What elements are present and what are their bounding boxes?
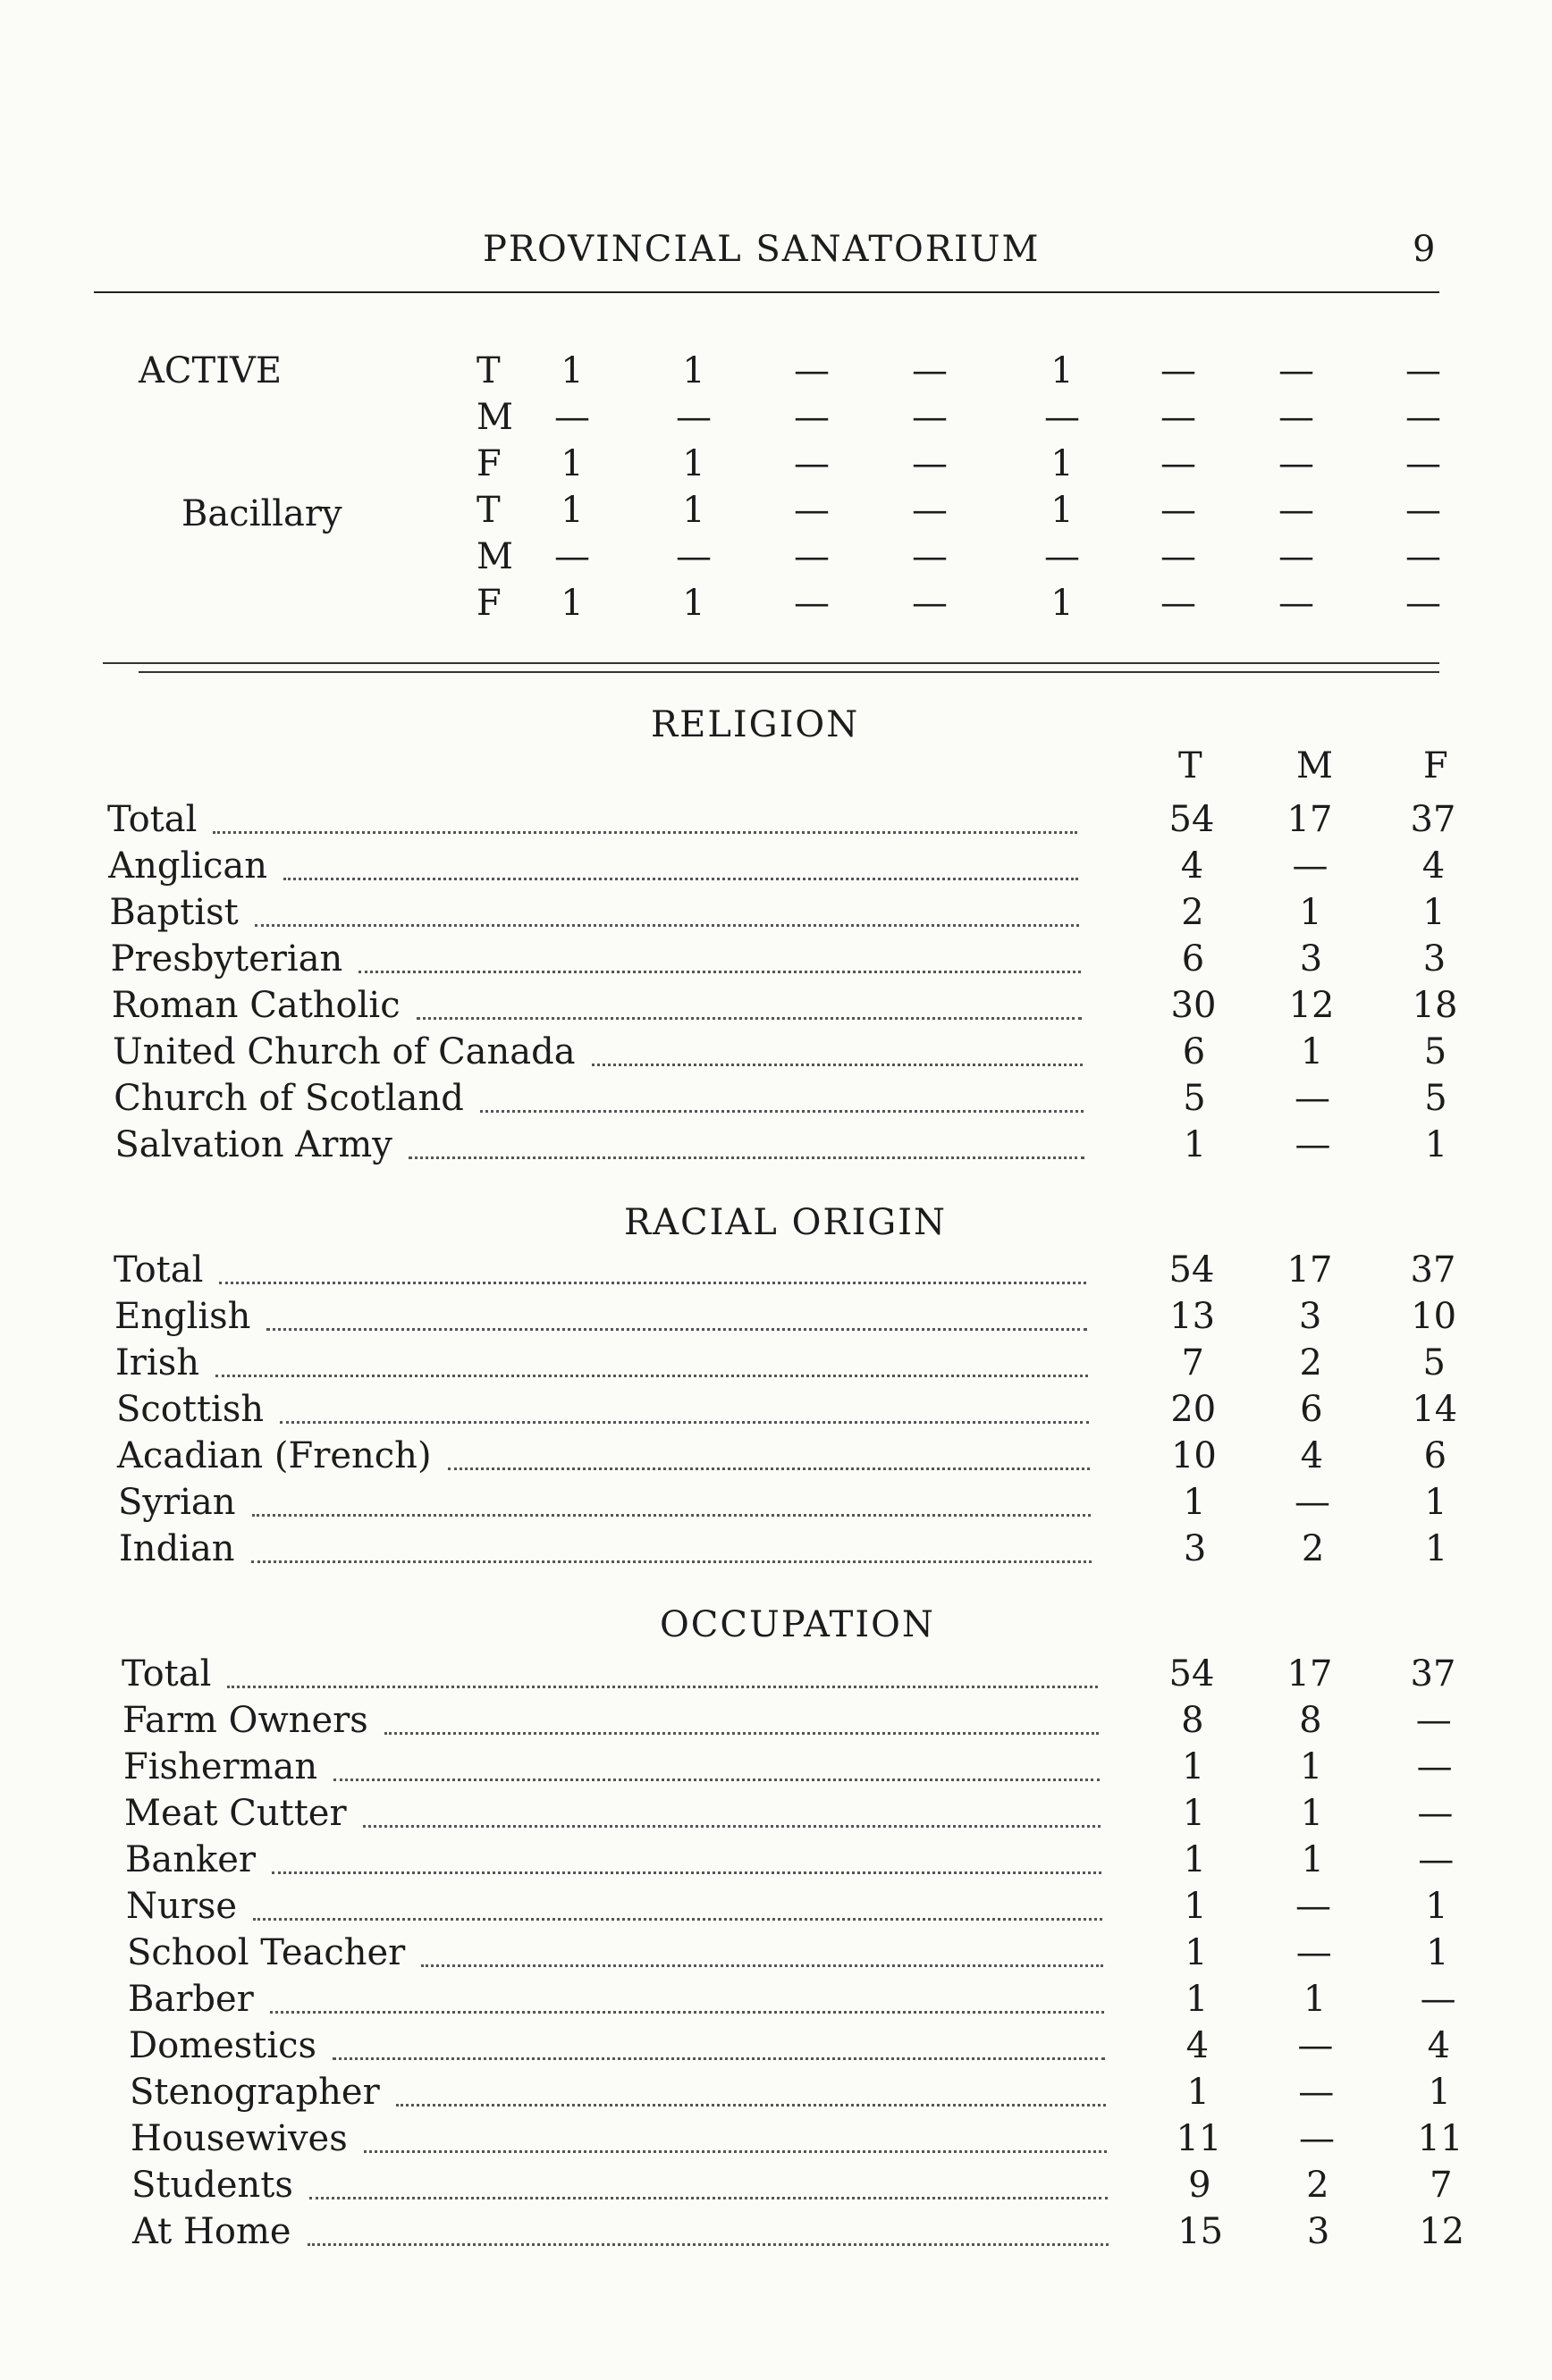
table-row xyxy=(0,845,1552,890)
dot-leader xyxy=(266,1328,1087,1331)
value-t: 10 xyxy=(1170,1435,1217,1476)
active-row xyxy=(0,397,1552,443)
value-m: — xyxy=(1295,1932,1332,1973)
table-row xyxy=(0,1839,1552,1884)
active-cell: — xyxy=(1044,536,1080,577)
row-label: Domestics xyxy=(129,2025,317,2066)
value-f: 10 xyxy=(1411,1296,1457,1337)
active-cell: — xyxy=(1278,583,1314,624)
column-heading-m: M xyxy=(1296,745,1333,786)
value-f: 3 xyxy=(1422,938,1447,980)
active-cell: — xyxy=(1044,397,1080,438)
value-m: — xyxy=(1299,2118,1335,2159)
dot-leader xyxy=(253,1918,1102,1921)
racial-origin-heading: RACIAL ORIGIN xyxy=(624,1202,948,1243)
dot-leader xyxy=(417,1017,1082,1020)
active-row xyxy=(0,443,1552,490)
row-label: Stenographer xyxy=(130,2072,380,2113)
value-t: 1 xyxy=(1185,1979,1209,2020)
row-label: Baptist xyxy=(109,892,239,933)
value-f: 37 xyxy=(1410,799,1456,840)
row-label: Barber xyxy=(128,1979,254,2020)
value-t: 1 xyxy=(1185,1932,1208,1973)
dot-leader xyxy=(333,1779,1100,1781)
active-cell: — xyxy=(1160,490,1196,531)
value-m: 17 xyxy=(1286,1249,1333,1291)
active-cell: — xyxy=(1160,350,1196,391)
row-label: Indian xyxy=(119,1528,235,1569)
dot-leader xyxy=(213,831,1077,834)
value-f: — xyxy=(1417,1793,1454,1834)
active-cell: 1 xyxy=(682,583,705,624)
active-cell: 1 xyxy=(561,583,584,624)
table-row xyxy=(0,2211,1552,2256)
value-f: 1 xyxy=(1428,2072,1451,2113)
value-m: 1 xyxy=(1299,1746,1323,1787)
running-header-title: PROVINCIAL SANATORIUM xyxy=(483,229,1041,270)
value-m: — xyxy=(1298,2072,1335,2113)
row-label: School Teacher xyxy=(127,1932,406,1973)
value-m: 1 xyxy=(1300,1793,1324,1834)
value-t: 3 xyxy=(1183,1528,1207,1569)
active-row-key: F xyxy=(477,443,502,484)
dot-leader xyxy=(255,924,1080,927)
value-t: 4 xyxy=(1185,2025,1210,2066)
row-label: Farm Owners xyxy=(122,1700,368,1741)
row-label: Presbyterian xyxy=(110,938,343,980)
dot-leader xyxy=(421,1964,1103,1967)
value-f: 1 xyxy=(1424,1528,1448,1569)
row-label: Acadian (French) xyxy=(117,1435,432,1476)
bacillary-label: Bacillary xyxy=(181,493,342,534)
value-f: 4 xyxy=(1427,2025,1451,2066)
value-t: 54 xyxy=(1168,1653,1215,1695)
table-row xyxy=(0,985,1552,1030)
active-label: ACTIVE xyxy=(139,350,283,391)
table-row xyxy=(0,799,1552,844)
active-cell: 1 xyxy=(561,443,584,484)
row-label: Salvation Army xyxy=(114,1124,392,1165)
table-row xyxy=(0,1342,1552,1387)
value-m: — xyxy=(1295,1482,1330,1523)
value-m: 2 xyxy=(1306,2165,1329,2206)
column-heading-t: T xyxy=(1178,745,1202,786)
dot-leader xyxy=(227,1686,1098,1688)
value-m: 1 xyxy=(1301,1839,1324,1880)
table-row xyxy=(0,1249,1552,1294)
value-m: — xyxy=(1295,1124,1331,1165)
dot-leader xyxy=(364,2150,1107,2153)
value-t: 15 xyxy=(1177,2211,1224,2252)
table-row xyxy=(0,1435,1552,1480)
table-row xyxy=(0,1482,1552,1526)
column-heading-f: F xyxy=(1423,745,1448,786)
value-t: 6 xyxy=(1182,1031,1206,1072)
value-t: 8 xyxy=(1181,1700,1204,1741)
value-m: — xyxy=(1295,1078,1330,1119)
value-m: 1 xyxy=(1299,892,1322,933)
dot-leader xyxy=(358,971,1080,973)
table-row xyxy=(0,2072,1552,2116)
table-row xyxy=(0,1528,1552,1573)
active-cell: — xyxy=(1405,536,1441,577)
active-cell: 1 xyxy=(561,350,584,391)
row-label: Scottish xyxy=(116,1389,265,1430)
active-cell: — xyxy=(1405,583,1441,624)
active-cell: — xyxy=(794,583,830,624)
value-m: 3 xyxy=(1299,938,1323,980)
active-cell: — xyxy=(676,536,712,577)
table-row xyxy=(0,1078,1552,1123)
value-m: 8 xyxy=(1299,1700,1322,1741)
value-f: — xyxy=(1416,1746,1453,1787)
value-m: 17 xyxy=(1286,799,1333,840)
active-cell: — xyxy=(1160,397,1196,438)
dot-leader xyxy=(270,2011,1104,2014)
value-m: 17 xyxy=(1286,1653,1333,1695)
active-cell: — xyxy=(1405,397,1441,438)
value-m: — xyxy=(1295,1886,1331,1927)
dot-leader xyxy=(283,878,1078,880)
value-t: 1 xyxy=(1183,1839,1206,1880)
value-f: 12 xyxy=(1419,2211,1465,2252)
value-f: 37 xyxy=(1410,1653,1456,1695)
value-m: 6 xyxy=(1300,1389,1323,1430)
header-rule xyxy=(94,291,1439,293)
value-t: 1 xyxy=(1183,1482,1206,1523)
value-f: 11 xyxy=(1417,2118,1463,2159)
dot-leader xyxy=(384,1732,1099,1735)
value-f: 4 xyxy=(1421,845,1446,887)
active-cell: — xyxy=(1160,536,1196,577)
value-m: — xyxy=(1292,845,1328,887)
active-row-key: M xyxy=(477,397,513,438)
occupation-heading: OCCUPATION xyxy=(660,1604,935,1645)
row-label: Banker xyxy=(125,1839,257,1880)
value-t: 5 xyxy=(1183,1078,1206,1119)
dot-leader xyxy=(272,1871,1101,1874)
row-label: Meat Cutter xyxy=(124,1793,347,1834)
value-t: 4 xyxy=(1180,845,1204,887)
active-row xyxy=(0,583,1552,629)
value-f: 14 xyxy=(1412,1389,1458,1430)
table-row xyxy=(0,1031,1552,1076)
value-m: 3 xyxy=(1298,1296,1322,1337)
active-cell: — xyxy=(1278,490,1314,531)
value-m: 1 xyxy=(1303,1979,1327,2020)
dot-leader xyxy=(333,2057,1105,2060)
active-cell: — xyxy=(794,536,830,577)
value-m: — xyxy=(1297,2025,1334,2066)
row-label: Anglican xyxy=(108,845,268,887)
value-t: 6 xyxy=(1181,938,1205,980)
dot-leader xyxy=(215,1375,1088,1377)
active-cell: — xyxy=(1160,443,1196,484)
active-cell: — xyxy=(912,443,948,484)
value-f: 5 xyxy=(1423,1031,1447,1072)
table-row xyxy=(0,1389,1552,1434)
active-cell: 1 xyxy=(1050,443,1074,484)
active-row-key: M xyxy=(477,536,513,577)
table-row xyxy=(0,1296,1552,1341)
dot-leader xyxy=(251,1560,1092,1563)
row-label: Total xyxy=(122,1653,212,1695)
table-row xyxy=(0,1746,1552,1791)
active-row-key: T xyxy=(477,350,501,391)
value-f: 1 xyxy=(1422,892,1446,933)
value-m: 3 xyxy=(1306,2211,1330,2252)
dot-leader xyxy=(309,2197,1108,2199)
row-label: United Church of Canada xyxy=(113,1031,576,1072)
active-cell: — xyxy=(912,583,948,624)
table-row xyxy=(0,1932,1552,1977)
value-f: 1 xyxy=(1424,1124,1448,1165)
value-t: 9 xyxy=(1188,2165,1211,2206)
row-label: Total xyxy=(107,799,198,840)
table-row xyxy=(0,2025,1552,2070)
value-f: — xyxy=(1415,1700,1452,1741)
value-t: 1 xyxy=(1181,1746,1205,1787)
active-cell: 1 xyxy=(682,490,705,531)
value-t: 54 xyxy=(1168,1249,1215,1291)
value-m: 2 xyxy=(1299,1342,1322,1383)
table-row xyxy=(0,1124,1552,1169)
active-cell: 1 xyxy=(1050,490,1074,531)
row-label: Irish xyxy=(115,1342,200,1383)
dot-leader xyxy=(448,1468,1090,1470)
active-cell: — xyxy=(1278,397,1314,438)
table-row xyxy=(0,1793,1552,1838)
value-t: 2 xyxy=(1181,892,1204,933)
active-cell: — xyxy=(1160,583,1196,624)
active-cell: — xyxy=(912,490,948,531)
active-cell: — xyxy=(794,443,830,484)
row-label: Roman Catholic xyxy=(111,985,401,1026)
value-t: 11 xyxy=(1176,2118,1222,2159)
active-cell: 1 xyxy=(1050,583,1074,624)
dot-leader xyxy=(308,2243,1109,2246)
table-row xyxy=(0,1979,1552,2023)
dot-leader xyxy=(219,1282,1086,1284)
value-t: 20 xyxy=(1170,1389,1217,1430)
active-cell: 1 xyxy=(682,350,705,391)
value-t: 1 xyxy=(1184,1886,1207,1927)
value-t: 1 xyxy=(1182,1793,1206,1834)
active-cell: — xyxy=(554,536,590,577)
active-cell: — xyxy=(912,350,948,391)
row-label: Total xyxy=(114,1249,204,1291)
row-label: English xyxy=(114,1296,251,1337)
religion-heading: RELIGION xyxy=(651,704,860,745)
row-label: Syrian xyxy=(118,1482,236,1523)
active-row-key: F xyxy=(477,583,502,624)
value-t: 13 xyxy=(1169,1296,1216,1337)
dot-leader xyxy=(409,1156,1085,1159)
active-cell: — xyxy=(554,397,590,438)
active-cell: — xyxy=(1405,350,1441,391)
active-cell: — xyxy=(1278,536,1314,577)
value-t: 1 xyxy=(1186,2072,1210,2113)
value-f: 6 xyxy=(1423,1435,1447,1476)
table-row xyxy=(0,2118,1552,2163)
value-t: 30 xyxy=(1170,985,1217,1026)
active-cell: — xyxy=(912,536,948,577)
active-row xyxy=(0,490,1552,536)
row-label: Nurse xyxy=(126,1886,238,1927)
active-cell: — xyxy=(1278,350,1314,391)
active-cell: — xyxy=(794,350,830,391)
row-label: Church of Scotland xyxy=(114,1078,464,1119)
active-cell: — xyxy=(1405,490,1441,531)
value-f: — xyxy=(1418,1839,1455,1880)
value-f: 1 xyxy=(1425,1886,1448,1927)
dot-leader xyxy=(396,2104,1106,2107)
dot-leader xyxy=(592,1064,1083,1066)
active-cell: — xyxy=(676,397,712,438)
value-t: 7 xyxy=(1181,1342,1204,1383)
active-cell: — xyxy=(794,397,830,438)
active-cell: — xyxy=(794,490,830,531)
table-row xyxy=(0,1700,1552,1745)
active-cell: 1 xyxy=(561,490,584,531)
value-f: 7 xyxy=(1430,2165,1453,2206)
section-rule-upper xyxy=(103,662,1439,664)
active-cell: — xyxy=(1405,443,1441,484)
active-row xyxy=(0,536,1552,583)
value-f: 37 xyxy=(1410,1249,1456,1291)
active-cell: — xyxy=(1278,443,1314,484)
value-t: 1 xyxy=(1183,1124,1207,1165)
row-label: Fisherman xyxy=(123,1746,318,1787)
value-t: 54 xyxy=(1168,799,1215,840)
active-cell: 1 xyxy=(1050,350,1074,391)
value-m: 4 xyxy=(1300,1435,1324,1476)
value-f: 1 xyxy=(1426,1932,1449,1973)
table-row xyxy=(0,1653,1552,1698)
value-f: — xyxy=(1420,1979,1456,2020)
value-f: 5 xyxy=(1422,1342,1446,1383)
active-row-key: T xyxy=(477,490,501,531)
active-cell: 1 xyxy=(682,443,705,484)
row-label: Students xyxy=(131,2165,293,2206)
value-f: 1 xyxy=(1424,1482,1447,1523)
value-f: 5 xyxy=(1424,1078,1447,1119)
dot-leader xyxy=(480,1110,1084,1113)
table-row xyxy=(0,1886,1552,1930)
value-m: 1 xyxy=(1300,1031,1324,1072)
row-label: Housewives xyxy=(131,2118,348,2159)
table-row xyxy=(0,2165,1552,2209)
row-label: At Home xyxy=(132,2211,291,2252)
active-row xyxy=(0,350,1552,397)
value-f: 18 xyxy=(1412,985,1458,1026)
dot-leader xyxy=(363,1825,1101,1828)
table-row xyxy=(0,938,1552,983)
value-m: 2 xyxy=(1301,1528,1325,1569)
dot-leader xyxy=(280,1421,1089,1424)
active-cell: — xyxy=(912,397,948,438)
section-rule-lower xyxy=(139,671,1439,673)
value-m: 12 xyxy=(1288,985,1335,1026)
table-row xyxy=(0,892,1552,937)
page-number: 9 xyxy=(1413,229,1436,270)
dot-leader xyxy=(252,1514,1091,1517)
